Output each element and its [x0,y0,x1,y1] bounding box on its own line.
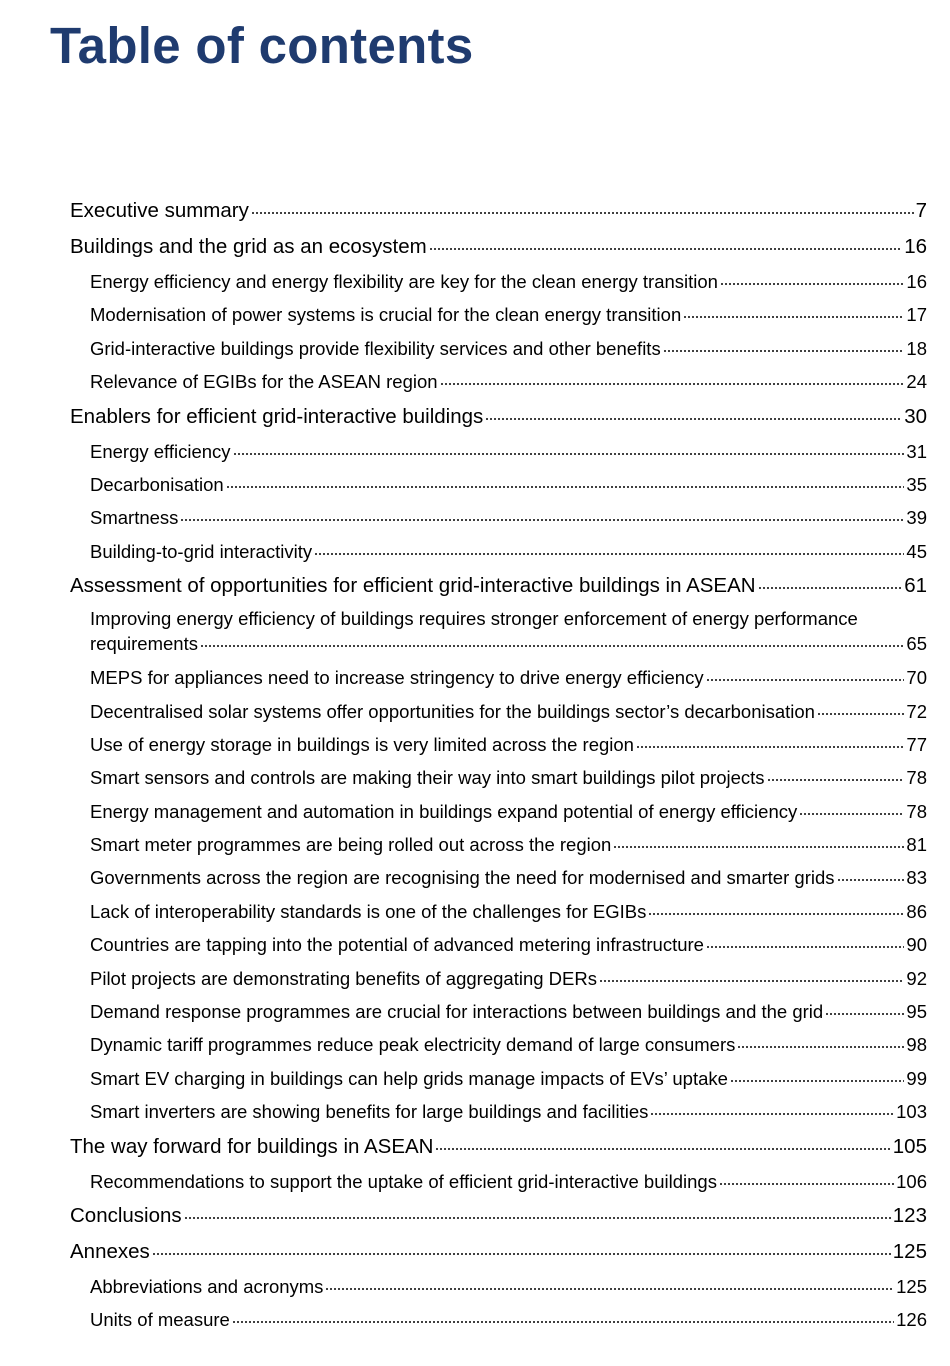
toc-page-number: 78 [906,800,927,822]
dot-leader [650,1100,894,1119]
toc-entry-title: Energy management and automation in buildings expand potential of energy efficiency [90,800,798,822]
dot-leader [767,766,905,785]
dot-leader [200,631,904,650]
dot-leader [720,270,904,289]
toc-entry-title: Smart EV charging in buildings can help grids manage impacts of EVs’ uptake [90,1067,728,1089]
toc-entry-title: Countries are tapping into the potential of advanced metering infrastructure [90,934,704,956]
toc-section-link[interactable] [70,998,927,1031]
dot-leader [226,472,905,491]
toc-page-number: 24 [906,371,927,393]
toc-section-link[interactable] [70,368,927,401]
toc-entry-title: Abbreviations and acronyms [90,1275,324,1297]
dot-leader [184,1201,891,1222]
toc-entry-title: MEPS for appliances need to increase stringency to drive energy efficiency [90,667,704,689]
dot-leader [435,1132,890,1153]
dot-leader [636,732,904,751]
toc-page-number: 99 [906,1067,927,1089]
toc-page-number: 77 [906,733,927,755]
toc-chapter-link[interactable] [70,232,927,268]
dot-leader [325,1274,894,1293]
toc-entry-title: Recommendations to support the uptake of efficient grid-interactive buildings [90,1170,717,1192]
table-of-contents [70,196,927,1340]
toc-section-link[interactable] [70,898,927,931]
toc-entry-title: Modernisation of power systems is crucial for the clean energy transition [90,304,682,326]
toc-entry-title: Use of energy storage in buildings is very limited across the region [90,733,634,755]
toc-page-number: 61 [904,574,927,598]
toc-page-number: 90 [906,934,927,956]
dot-leader [817,699,904,718]
toc-page-number: 35 [906,473,927,495]
toc-entry-title-line1: Improving energy efficiency of buildings requires stronger enforcement of energy performance [90,608,858,630]
toc-entry-title: Demand response programmes are crucial for interactions between buildings and the grid [90,1001,824,1023]
toc-section-link[interactable] [70,471,927,504]
dot-leader [706,666,905,685]
toc-section-link[interactable] [70,1031,927,1064]
toc-entry-title: Governments across the region are recognising the need for modernised and smarter grids [90,867,835,889]
toc-section-link[interactable] [70,1065,927,1098]
toc-section-link[interactable] [70,1306,927,1339]
dot-leader [429,233,903,254]
toc-page-number: 105 [892,1134,927,1158]
dot-leader [737,1033,904,1052]
toc-page-number: 125 [892,1239,927,1263]
toc-chapter-link[interactable] [70,196,927,232]
toc-page-number: 18 [906,337,927,359]
toc-page-number: 31 [906,440,927,462]
toc-entry-title: The way forward for buildings in ASEAN [70,1134,434,1158]
toc-chapter-link[interactable] [70,402,927,438]
toc-section-link[interactable] [70,864,927,897]
toc-entry-title: Decarbonisation [90,473,224,495]
dot-leader [706,933,904,952]
toc-section-link[interactable] [70,335,927,368]
toc-page-number: 125 [896,1275,927,1297]
toc-section-link[interactable] [70,965,927,998]
toc-entry-title-line2: requirements [90,632,198,654]
toc-section-link[interactable] [70,1168,927,1201]
toc-section-link[interactable] [70,731,927,764]
toc-chapter-link[interactable] [70,1201,927,1237]
toc-page-number: 45 [906,540,927,562]
dot-leader [440,370,905,389]
dot-leader [799,799,904,818]
dot-leader [613,833,904,852]
dot-leader [180,506,904,525]
toc-page-number: 72 [906,700,927,722]
dot-leader [599,966,904,985]
toc-entry-title: Smartness [90,507,179,529]
toc-entry-title: Pilot projects are demonstrating benefits of aggregating DERs [90,967,597,989]
toc-entry-title: Enablers for efficient grid-interactive buildings [70,404,484,428]
dot-leader [232,1308,894,1327]
toc-page-number: 16 [904,235,927,258]
toc-section-link[interactable] [70,268,927,301]
toc-page-number: 39 [906,507,927,529]
toc-section-link[interactable] [70,301,927,334]
toc-section-link[interactable] [70,504,927,537]
toc-page-number: 17 [906,304,927,326]
dot-leader [837,866,905,885]
dot-leader [825,1000,904,1019]
toc-entry-title: Annexes [70,1239,150,1263]
dot-leader [152,1237,891,1258]
toc-entry-title: Executive summary [70,199,249,222]
dot-leader [485,402,902,423]
toc-page-number: 86 [906,900,927,922]
toc-section-link[interactable] [70,798,927,831]
toc-page-number: 95 [906,1001,927,1023]
toc-section-link[interactable] [70,607,927,664]
toc-entry-title: Relevance of EGIBs for the ASEAN region [90,371,438,393]
toc-entry-title: Assessment of opportunities for efficient grid-interactive buildings in ASEAN [70,574,756,598]
toc-page-number: 65 [906,632,927,654]
dot-leader [251,197,914,218]
toc-chapter-link[interactable] [70,571,927,607]
toc-entry-title: Decentralised solar systems offer opportunities for the buildings sector’s decarbonisation [90,700,815,722]
toc-entry-title: Buildings and the grid as an ecosystem [70,235,427,258]
toc-entry-title: Smart inverters are showing benefits for large buildings and facilities [90,1101,649,1123]
toc-section-link[interactable] [70,664,927,697]
toc-entry-title: Units of measure [90,1309,230,1331]
dot-leader [683,303,904,322]
toc-chapter-link[interactable] [70,1132,927,1168]
toc-entry-title: Lack of interoperability standards is one of the challenges for EGIBs [90,900,647,922]
toc-entry-title: Energy efficiency and energy flexibility are key for the clean energy transition [90,271,718,292]
dot-leader [758,572,903,593]
toc-entry-title: Energy efficiency [90,440,231,462]
toc-entry-title: Dynamic tariff programmes reduce peak electricity demand of large consumers [90,1034,736,1056]
toc-entry-title: Smart sensors and controls are making their way into smart buildings pilot projects [90,767,765,789]
dot-leader [719,1169,894,1188]
toc-page-number: 103 [896,1101,927,1123]
toc-page-number: 7 [915,199,927,222]
toc-page-number: 106 [896,1170,927,1192]
toc-entry-title: Grid-interactive buildings provide flexibility services and other benefits [90,337,661,359]
toc-page-number: 83 [906,867,927,889]
toc-entry-title: Smart meter programmes are being rolled out across the region [90,834,612,856]
dot-leader [648,899,904,918]
toc-page-number: 98 [906,1034,927,1056]
toc-page-number: 30 [904,404,927,428]
toc-page-number: 16 [906,271,927,292]
toc-entry-title: Building-to-grid interactivity [90,540,313,562]
page-title: Table of contents [50,17,474,74]
toc-section-link[interactable] [70,831,927,864]
toc-section-link[interactable] [70,931,927,964]
toc-section-link[interactable] [70,438,927,471]
toc-section-link[interactable] [70,1273,927,1306]
toc-chapter-link[interactable] [70,1237,927,1273]
toc-page-number: 92 [906,967,927,989]
toc-page-number: 81 [906,834,927,856]
toc-entry-title: Conclusions [70,1203,182,1227]
dot-leader [233,439,905,458]
toc-page-number: 126 [896,1309,927,1331]
toc-section-link[interactable] [70,538,927,571]
dot-leader [663,336,905,355]
dot-leader [730,1066,905,1085]
toc-page-number: 70 [906,667,927,689]
toc-section-link[interactable] [70,764,927,797]
toc-page-number: 123 [892,1203,927,1227]
toc-section-link[interactable] [70,698,927,731]
toc-section-link[interactable] [70,1098,927,1131]
toc-page-number: 78 [906,767,927,789]
dot-leader [314,539,904,558]
